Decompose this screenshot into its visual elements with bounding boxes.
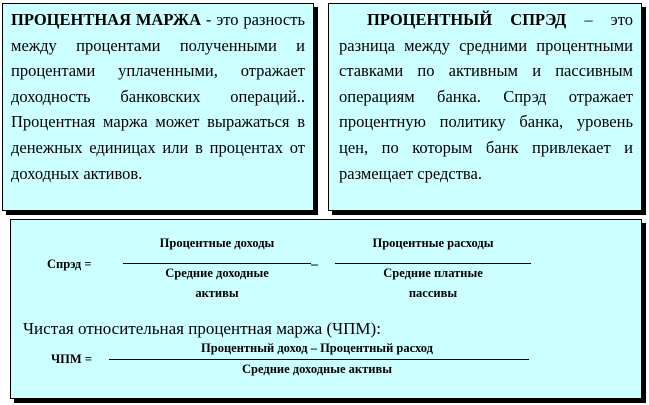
spread-numerator-income: Процентные доходы (159, 236, 275, 250)
cpm-denominator: Средние доходные активы (242, 362, 392, 376)
interest-margin-box (2, 3, 314, 211)
spread-minus-operator: – (311, 257, 318, 272)
spread-fraction-bar-2 (335, 263, 531, 264)
interest-spread-term: ПРОЦЕНТНЫЙ СПРЭД (367, 10, 567, 29)
spread-numerator-expenses: Процентные расходы (372, 236, 494, 250)
interest-spread-definition (339, 7, 633, 186)
cpm-fraction-bar (109, 359, 529, 360)
cpm-caption: Чистая относительная процентная маржа (ЧПМ): (23, 319, 381, 338)
cpm-numerator: Процентный доход – Процентный расход (201, 341, 433, 355)
spread-denominator-liabilities-line1: Средние платные (383, 266, 483, 280)
interest-spread-box (328, 3, 642, 211)
interest-margin-definition (11, 7, 305, 186)
interest-margin-text: - это разность между процентами полученными и процентами уплаченными, отражает доходность банковских операций.. Процентная маржа может выражаться в денежных единицах или в процентах от доходных активов. (11, 10, 305, 183)
spread-denominator-liabilities-line2: пассивы (408, 286, 458, 300)
spread-denominator-assets-line1: Средние доходные (165, 266, 269, 280)
interest-margin-term: ПРОЦЕНТНАЯ МАРЖА (11, 10, 202, 29)
spread-denominator-assets-line2: активы (195, 286, 239, 300)
cpm-formula-lhs: ЧПМ = (51, 352, 92, 366)
spread-formula-lhs: Спрэд = (47, 257, 92, 271)
interest-spread-text: – это разница между средними процентными ставками по активным и пассивным операциям банка. Спрэд отражает процентную политику банка, уровень цен, по которым банк привлекает и размещает средства. (339, 10, 633, 183)
spread-fraction-bar-1 (123, 263, 311, 264)
formulas-box (10, 219, 642, 399)
